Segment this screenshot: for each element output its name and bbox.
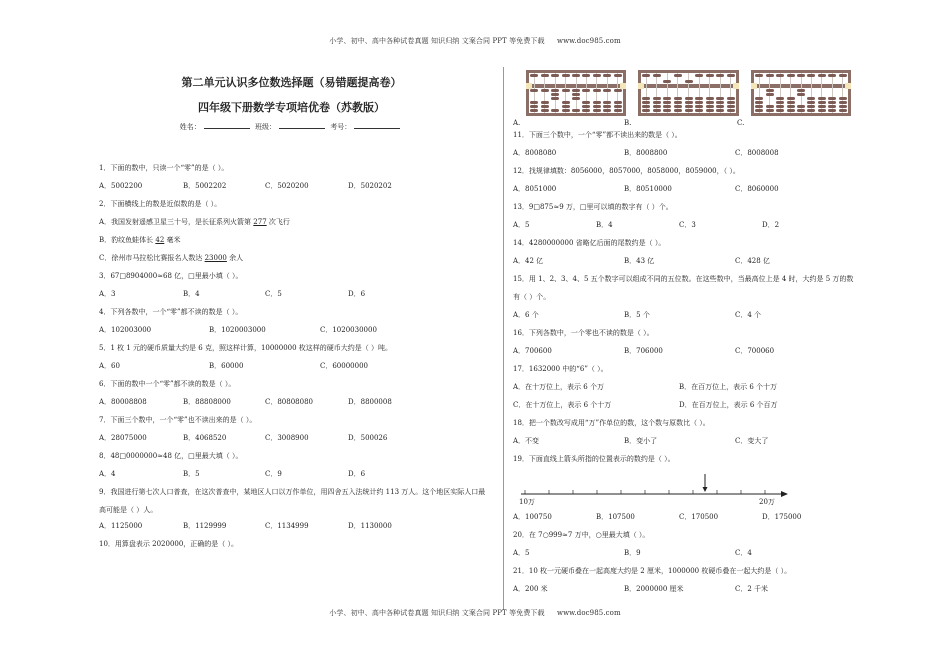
option-c[interactable]: C．9 xyxy=(265,470,282,478)
option-b[interactable]: B．变小了 xyxy=(624,437,658,445)
abacus-bead xyxy=(582,109,590,112)
abacus-bead xyxy=(674,97,682,100)
abacus-bead xyxy=(593,74,601,77)
option-d[interactable]: D．8800008 xyxy=(348,398,392,406)
option-b[interactable]: B．5002202 xyxy=(183,182,227,190)
abacus-bead xyxy=(706,97,714,100)
name-blank[interactable] xyxy=(204,121,250,129)
option-a[interactable] xyxy=(99,213,494,231)
abacus-bead xyxy=(572,109,580,112)
abacus-a-image xyxy=(526,70,626,116)
abacus-bead xyxy=(727,105,735,108)
abacus-bead xyxy=(541,109,549,112)
abacus-bead xyxy=(828,105,836,108)
option-a[interactable]: A．8008080 xyxy=(513,149,557,157)
question-13: 13．9□875≈9 万，□里可以填的数字有（ ）个。 xyxy=(513,203,673,211)
abacus-bead xyxy=(530,105,538,108)
option-c[interactable]: C．700060 xyxy=(735,347,775,355)
abacus-bead xyxy=(797,109,805,112)
option-a[interactable]: A．80008808 xyxy=(99,398,147,406)
option-c[interactable]: C．在十万位上，表示 6 个十万 xyxy=(513,401,612,409)
abacus-bead xyxy=(716,97,724,100)
option-b[interactable]: B．5 xyxy=(183,470,200,478)
abacus-bead xyxy=(828,97,836,100)
question-5-options xyxy=(99,357,494,375)
abacus-bead xyxy=(614,89,622,92)
page-footer xyxy=(0,608,950,618)
option-d[interactable]: D．2 xyxy=(762,221,780,229)
abacus-bead xyxy=(551,93,559,96)
option-d[interactable]: D．1130000 xyxy=(348,522,392,530)
option-d[interactable]: D．5020202 xyxy=(348,182,392,190)
underlined-number: 23000 xyxy=(204,254,227,262)
abacus-bead xyxy=(807,97,815,100)
abacus-bead xyxy=(582,74,590,77)
header-url[interactable]: www.doc985.com xyxy=(556,37,621,45)
question-6-options xyxy=(99,393,494,411)
abacus-bead xyxy=(839,109,847,112)
question-9: 9．我国进行第七次人口普查，在这次普查中，某地区人口以万作单位，用四舍五入法统计约 113 万人。这个地区实际人口最高可能是（ ）人。 xyxy=(99,488,486,514)
abacus-bead xyxy=(839,105,847,108)
abacus-bead xyxy=(603,105,611,108)
abacus-bead xyxy=(797,89,805,92)
abacus-bead xyxy=(727,101,735,104)
abacus-bead xyxy=(572,89,580,92)
option-b[interactable]: B．706000 xyxy=(624,347,663,355)
question-17: 17．1632000 中的“6”（ ）。 xyxy=(513,365,608,373)
abacus-bead xyxy=(716,105,724,108)
option-a[interactable]: A．5 xyxy=(513,549,530,557)
abacus-bead xyxy=(642,101,650,104)
number-line-figure xyxy=(513,468,913,508)
abacus-bead xyxy=(716,74,724,77)
abacus-bead xyxy=(551,74,559,77)
abacus-bead xyxy=(706,101,714,104)
abacus-bead xyxy=(663,97,671,100)
option-b[interactable]: B．5 个 xyxy=(624,311,650,319)
option-b[interactable]: B．43 亿 xyxy=(624,257,655,265)
abacus-bead xyxy=(674,105,682,108)
question-1: 1．下面的数中，只读一个“零”的是（ ）。 xyxy=(99,164,229,172)
abacus-bead xyxy=(653,97,661,100)
abacus-bead xyxy=(807,109,815,112)
abacus-bead xyxy=(551,109,559,112)
question-7-options xyxy=(99,429,494,447)
abacus-bead xyxy=(695,105,703,108)
option-c[interactable]: C．60000000 xyxy=(320,362,368,370)
option-c[interactable]: C．170500 xyxy=(679,513,719,521)
abacus-bead xyxy=(766,93,774,96)
option-b[interactable]: B．8008800 xyxy=(624,149,668,157)
exam-no-label: 考号： xyxy=(330,123,352,131)
option-c[interactable]: C. xyxy=(737,119,745,127)
question-3-options xyxy=(99,285,494,303)
question-18-options xyxy=(513,432,913,450)
question-11-options xyxy=(513,144,913,162)
question-17-options-ab xyxy=(513,378,913,396)
question-15-options xyxy=(513,306,913,324)
abacus-bead xyxy=(572,93,580,96)
abacus-bead xyxy=(787,101,795,104)
option-c[interactable]: C．8008008 xyxy=(735,149,779,157)
abacus-bead xyxy=(685,109,693,112)
abacus-bead xyxy=(572,97,580,100)
option-a[interactable]: A．100750 xyxy=(513,513,552,521)
question-21-options xyxy=(513,580,913,598)
abacus-bead xyxy=(614,109,622,112)
down-arrow-icon xyxy=(703,487,708,492)
option-a[interactable]: A．3 xyxy=(99,290,116,298)
abacus-bead xyxy=(787,105,795,108)
abacus-bead xyxy=(776,97,784,100)
question-14: 14．4280000000 省略亿后面的尾数约是（ ）。 xyxy=(513,239,666,247)
question-6: 6．下面的数中一个“零”都不读的数是（ ）。 xyxy=(99,380,236,388)
option-c[interactable]: C．5020200 xyxy=(265,182,309,190)
abacus-bead xyxy=(562,89,570,92)
abacus-bead xyxy=(593,89,601,92)
abacus-bead xyxy=(642,97,650,100)
option-c[interactable]: C．1020030000 xyxy=(320,326,377,334)
option-text: B．豹纹鱼蛙体长 xyxy=(99,236,156,244)
question-8: 8．48□0000000≈48 亿，□里最大填（ ）。 xyxy=(99,452,243,460)
abacus-bead xyxy=(828,101,836,104)
abacus-bead xyxy=(695,97,703,100)
option-a[interactable]: A．5002200 xyxy=(99,182,143,190)
abacus-bead xyxy=(551,97,559,100)
abacus-bead xyxy=(807,74,815,77)
option-c[interactable]: C．5 xyxy=(265,290,282,298)
option-d[interactable]: D．6 xyxy=(348,290,366,298)
question-12-options xyxy=(513,180,913,198)
option-d[interactable]: D．在百万位上，表示 6 个百万 xyxy=(679,401,778,409)
column-divider xyxy=(503,67,504,610)
option-c[interactable]: C．变大了 xyxy=(735,437,769,445)
abacus-bead xyxy=(685,101,693,104)
abacus-bead xyxy=(685,105,693,108)
abacus-bead xyxy=(541,105,549,108)
abacus-bead xyxy=(755,101,763,104)
abacus-bead xyxy=(562,105,570,108)
abacus-bead xyxy=(766,74,774,77)
abacus-bead xyxy=(706,109,714,112)
option-a[interactable]: A．5 xyxy=(513,221,530,229)
footer-text: 小学、初中、高中各种试卷真题 知识归纳 文案合同 PPT 等免费下载 xyxy=(329,609,545,617)
abacus-bead xyxy=(716,101,724,104)
abacus-bead xyxy=(614,101,622,104)
abacus-bead xyxy=(653,109,661,112)
abacus-bead xyxy=(828,109,836,112)
question-14-options xyxy=(513,252,913,270)
underlined-number: 42 xyxy=(155,236,165,244)
abacus-bead xyxy=(787,97,795,100)
abacus-bead xyxy=(653,101,661,104)
question-11: 11．下面三个数中，一个“零”都不读出来的数是（ ）。 xyxy=(513,131,682,139)
question-3: 3．67□8904000≈68 亿，□里最小填（ ）。 xyxy=(99,272,243,280)
option-b[interactable]: B．2000000 厘米 xyxy=(624,585,684,593)
option-text: 毫米 xyxy=(164,236,181,244)
question-10: 10．用算盘表示 2020000，正确的是（ ）。 xyxy=(99,540,239,548)
exam-subtitle: 四年级下册数学专项培优卷（苏教版） xyxy=(198,101,385,114)
right-column xyxy=(513,68,913,598)
option-d[interactable]: D．175000 xyxy=(762,513,802,521)
question-15-continued: 有（ ）个。 xyxy=(513,293,551,301)
abacus-bead xyxy=(642,109,650,112)
option-a[interactable]: A．8051000 xyxy=(513,185,557,193)
abacus-bead xyxy=(603,89,611,92)
abacus-bead xyxy=(766,89,774,92)
option-c[interactable] xyxy=(99,249,494,267)
abacus-bead xyxy=(787,74,795,77)
option-c[interactable]: C．4 xyxy=(735,549,752,557)
question-18: 18．把一个数改写成用“万”作单位的数，这个数与原数比（ ）。 xyxy=(513,419,710,427)
header-text: 小学、初中、高中各种试卷真题 知识归纳 文案合同 PPT 等免费下载 xyxy=(329,37,545,45)
abacus-bead xyxy=(614,105,622,108)
abacus-bead xyxy=(593,105,601,108)
option-b[interactable]: B．在百万位上，表示 6 个十万 xyxy=(679,383,778,391)
abacus-bead xyxy=(818,109,826,112)
abacus-bead xyxy=(614,74,622,77)
abacus-bead xyxy=(818,74,826,77)
abacus-c-image xyxy=(751,70,851,116)
option-a[interactable]: A．4 xyxy=(99,470,116,478)
option-c[interactable]: C．4 个 xyxy=(735,311,762,319)
abacus-bead xyxy=(572,74,580,77)
abacus-bead xyxy=(727,109,735,112)
abacus-bead xyxy=(663,80,671,83)
option-b[interactable]: B. xyxy=(624,119,632,127)
abacus-bead xyxy=(603,101,611,104)
abacus-bead xyxy=(695,74,703,77)
abacus-bead xyxy=(716,109,724,112)
abacus-bead xyxy=(551,89,559,92)
option-b[interactable]: B．80510000 xyxy=(624,185,672,193)
option-b[interactable]: B．107500 xyxy=(596,513,635,521)
option-b[interactable]: B．1129999 xyxy=(183,522,227,530)
option-a[interactable]: A．1125000 xyxy=(99,522,143,530)
option-a[interactable]: A．不变 xyxy=(513,437,540,445)
abacus-bead xyxy=(797,93,805,96)
question-2: 2．下面横线上的数是近似数的是（ ）。 xyxy=(99,200,222,208)
abacus-bead xyxy=(562,101,570,104)
abacus-bead xyxy=(706,105,714,108)
option-a[interactable]: A．42 亿 xyxy=(513,257,544,265)
option-c[interactable]: C．80808080 xyxy=(265,398,313,406)
abacus-bead xyxy=(653,74,661,77)
option-b[interactable]: B．4068520 xyxy=(183,434,227,442)
abacus-bead xyxy=(530,101,538,104)
abacus-bead xyxy=(755,74,763,77)
abacus-bead xyxy=(642,105,650,108)
abacus-bead xyxy=(755,109,763,112)
abacus-bead xyxy=(776,101,784,104)
option-a[interactable]: A．200 米 xyxy=(513,585,548,593)
option-b[interactable]: B．9 xyxy=(624,549,641,557)
question-5: 5．1 枚 1 元的硬币质量大约是 6 克，照这样计算，10000000 枚这样的硬币大约是（ ）吨。 xyxy=(99,344,393,352)
option-c[interactable]: C．8060000 xyxy=(735,185,779,193)
option-text: A．我国发射遥感卫星三十号，是长征系列火箭第 xyxy=(99,218,254,226)
abacus-bead xyxy=(706,74,714,77)
class-blank[interactable] xyxy=(279,121,325,129)
number-line-start-label: 10万 xyxy=(519,498,535,506)
question-9-options xyxy=(99,519,494,535)
abacus-bead xyxy=(755,97,763,100)
abacus-bead xyxy=(541,74,549,77)
class-label: 班级： xyxy=(255,123,276,131)
left-column xyxy=(99,75,494,553)
question-19: 19．下面直线上箭头所指的位置表示的数约是（ ）。 xyxy=(513,455,675,463)
abacus-bead xyxy=(663,105,671,108)
abacus-bead xyxy=(530,74,538,77)
abacus-bead xyxy=(776,109,784,112)
question-19-options xyxy=(513,508,913,526)
option-c[interactable]: C．2 千米 xyxy=(735,585,769,593)
abacus-bead xyxy=(663,101,671,104)
abacus-bead xyxy=(663,109,671,112)
option-b[interactable]: B．4 xyxy=(183,290,200,298)
student-info-line xyxy=(89,121,494,135)
option-a[interactable]: A．在十万位上，表示 6 个万 xyxy=(513,383,604,391)
abacus-bead xyxy=(562,109,570,112)
option-a[interactable]: A．60 xyxy=(99,362,120,370)
option-b[interactable]: B．88808000 xyxy=(183,398,231,406)
abacus-bead xyxy=(776,74,784,77)
abacus-bead xyxy=(818,105,826,108)
abacus-bead xyxy=(797,105,805,108)
option-a[interactable]: A．102003000 xyxy=(99,326,152,334)
abacus-bead xyxy=(766,109,774,112)
abacus-bead xyxy=(674,109,682,112)
question-20-options xyxy=(513,544,913,562)
option-b[interactable] xyxy=(99,231,494,249)
question-21: 21．10 枚一元硬币叠在一起高度大约是 2 厘米，1000000 枚硬币叠在一起大约是（ ）。 xyxy=(513,567,792,575)
abacus-bead xyxy=(530,89,538,92)
abacus-bead xyxy=(582,105,590,108)
footer-url[interactable]: www.doc985.com xyxy=(556,609,621,617)
abacus-bead xyxy=(839,74,847,77)
abacus-bead xyxy=(674,101,682,104)
abacus-bead xyxy=(787,109,795,112)
option-d[interactable]: D．500026 xyxy=(348,434,388,442)
arrowhead-icon xyxy=(781,491,788,497)
abacus-bead xyxy=(727,74,735,77)
option-b[interactable]: B．60000 xyxy=(209,362,244,370)
exam-no-blank[interactable] xyxy=(354,121,400,129)
abacus-bead xyxy=(755,105,763,108)
abacus-bead xyxy=(562,74,570,77)
option-a[interactable]: A. xyxy=(513,119,521,127)
abacus-bead xyxy=(807,101,815,104)
abacus-bead xyxy=(603,74,611,77)
question-4: 4．下列各数中，一个“零”都不读的数是（ ）。 xyxy=(99,308,243,316)
exam-title: 第二单元认识多位数选择题（易错题提高卷） xyxy=(181,76,402,89)
abacus-bead xyxy=(541,89,549,92)
abacus-b-image xyxy=(638,70,739,116)
question-16: 16．下列各数中，一个零也不读的数是（ ）。 xyxy=(513,329,654,337)
abacus-bead xyxy=(603,109,611,112)
question-17-options-cd xyxy=(513,396,913,414)
abacus-bead xyxy=(685,97,693,100)
abacus-bead xyxy=(797,74,805,77)
option-text: 次飞行 xyxy=(266,218,290,226)
abacus-bead xyxy=(530,109,538,112)
option-b[interactable]: B．4 xyxy=(596,221,613,229)
abacus-bead xyxy=(776,105,784,108)
abacus-bead xyxy=(818,97,826,100)
abacus-bead xyxy=(685,80,693,83)
question-15: 15．用 1、2、3、4、5 五个数字可以组成不同的五位数。在这些数中，当最高位上是 4 时，大约是 5 万的数 xyxy=(513,275,854,283)
abacus-bead xyxy=(541,101,549,104)
abacus-bead xyxy=(766,105,774,108)
abacus-bead xyxy=(593,109,601,112)
abacus-bead xyxy=(839,101,847,104)
abacus-bead xyxy=(807,105,815,108)
abacus-bead xyxy=(828,74,836,77)
option-b[interactable]: B．1020003000 xyxy=(209,326,266,334)
question-16-options xyxy=(513,342,913,360)
abacus-bead xyxy=(653,105,661,108)
name-label: 姓名： xyxy=(179,123,201,131)
option-c[interactable]: C．3008900 xyxy=(265,434,309,442)
abacus-bead xyxy=(695,109,703,112)
option-a[interactable]: A．28075000 xyxy=(99,434,147,442)
abacus-bead xyxy=(674,74,682,77)
question-10-options xyxy=(513,68,913,126)
option-text: 余人 xyxy=(226,254,244,262)
abacus-bead xyxy=(818,101,826,104)
question-8-options xyxy=(99,465,494,483)
abacus-bead xyxy=(727,97,735,100)
question-4-options xyxy=(99,321,494,339)
option-a[interactable]: A．700600 xyxy=(513,347,552,355)
question-12: 12．找规律填数：8056000，8057000，8058000，8059000，（ ）。 xyxy=(513,167,740,175)
underlined-number: 277 xyxy=(253,218,267,226)
option-c[interactable]: C．428 亿 xyxy=(735,257,770,265)
question-1-options xyxy=(99,177,494,195)
abacus-bead xyxy=(695,101,703,104)
question-7: 7．下面三个数中，一个“零”也不读出来的是（ ）。 xyxy=(99,416,257,424)
page-header xyxy=(0,36,950,46)
abacus-bead xyxy=(642,74,650,77)
number-line-end-label: 20万 xyxy=(759,498,775,506)
option-a[interactable]: A．6 个 xyxy=(513,311,539,319)
abacus-bead xyxy=(839,97,847,100)
option-d[interactable]: D．6 xyxy=(348,470,366,478)
option-c[interactable]: C．3 xyxy=(679,221,696,229)
option-text: C．徐州市马拉松比赛报名人数达 xyxy=(99,254,205,262)
abacus-bead xyxy=(582,89,590,92)
question-13-options xyxy=(513,216,913,234)
question-20: 20．在 7○999≈7 万中，○里最大填（ ）。 xyxy=(513,531,650,539)
option-c[interactable]: C．1134999 xyxy=(265,522,309,530)
abacus-bead xyxy=(593,101,601,104)
abacus-bead xyxy=(582,101,590,104)
